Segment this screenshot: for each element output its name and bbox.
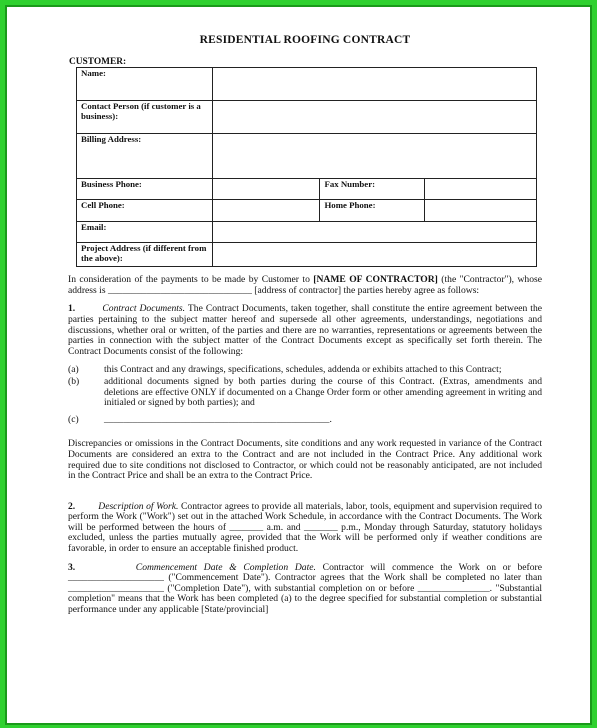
home-phone-field[interactable] <box>425 200 537 222</box>
contractor-name-placeholder: [NAME OF CONTRACTOR] <box>313 274 438 286</box>
business-phone-label: Business Phone: <box>77 179 213 200</box>
discrepancies-paragraph: Discrepancies or omissions in the Contract Documents, site conditions and any work requested in variance of the Contract Documents are considered an extra to the Contract and are not included in the Contract Price. Any additional work required due to site conditions not disclosed to Contractor, or which could not be reasonably anticipated, are not included in the Contract Price and shall be an extra to the Contract Price. <box>68 438 542 482</box>
section-2 <box>68 502 542 555</box>
fax-number-label: Fax Number: <box>320 179 425 200</box>
billing-address-field[interactable] <box>212 134 536 179</box>
list-item-text: _______________________________________________. <box>104 413 332 425</box>
section-2-title: Description of Work. <box>98 500 179 512</box>
customer-form-table <box>76 67 537 267</box>
section-3 <box>68 563 542 616</box>
name-field[interactable] <box>212 68 536 101</box>
name-label: Name: <box>77 68 213 101</box>
list-item-key: (c) <box>68 413 79 425</box>
section-1 <box>68 304 542 357</box>
contact-person-label: Contact Person (if customer is a business): <box>77 101 213 134</box>
business-phone-field[interactable] <box>212 179 320 200</box>
section-3-number: 3. <box>68 561 76 573</box>
list-item-text: additional documents signed by both parties during the course of this Contract. (Extras, amendments and deletions are effective ONLY if documented on a Change Order form or other amending agreement in writing and initialed or signed by both parties); and <box>104 375 542 409</box>
email-field[interactable] <box>212 222 536 243</box>
customer-label: CUSTOMER: <box>69 56 127 67</box>
project-address-label: Project Address (if different from the above): <box>77 243 213 267</box>
project-address-field[interactable] <box>212 243 536 267</box>
list-item-text: this Contract and any drawings, specifications, schedules, addenda or exhibits attached to this Contract; <box>104 364 502 376</box>
fax-number-field[interactable] <box>425 179 537 200</box>
document-frame <box>5 5 592 725</box>
section-2-text: Contractor agrees to provide all materials, labor, tools, equipment and supervision required to perform the Work ("Work") set out in the attached Work Schedule, in accordance with the Contract Documents. The Work will be performed between the hours of _______ a.m. and _______ p.m., Monday through Saturday, statutory holidays excluded, unless the parties mutually agree, provided that the Work will be performed only if weather conditions are favorable, in order to ensure an acceptable finished product. <box>68 500 542 555</box>
section-2-number: 2. <box>68 500 76 512</box>
email-label: Email: <box>77 222 213 243</box>
section-1-text: The Contract Documents, taken together, shall constitute the entire agreement between the parties pertaining to the subject matter hereof and supersede all other agreements, understandings, negotiations and discussions, whether oral or written, of the parties and there are no warranties, representations or agreements between the parties in connection with the subject matter of the Contract Documents except as specifically set forth therein. The Contract Documents consist of the following: <box>68 303 542 357</box>
document-title: RESIDENTIAL ROOFING CONTRACT <box>199 34 411 46</box>
cell-phone-label: Cell Phone: <box>77 200 213 222</box>
section-1-number: 1. <box>68 303 76 315</box>
home-phone-label: Home Phone: <box>320 200 425 222</box>
list-item-key: (b) <box>68 375 80 387</box>
billing-address-label: Billing Address: <box>77 134 213 179</box>
intro-paragraph <box>68 275 542 296</box>
section-3-text: Contractor will commence the Work on or before ____________________ ("Commencement Date"). Contractor agrees that the Work shall be completed no later than ____________________ ("Completion Date"), with substantial completion on or before _______________. "Substantial completion" means that the Work has been completed (a) to the degree specified for substantial completion or substantial performance under any applicable [State/provincial] <box>68 561 543 616</box>
list-item <box>68 377 542 409</box>
section-1-title: Contract Documents. <box>102 303 186 315</box>
list-item-key: (a) <box>68 364 79 376</box>
list-item <box>68 365 542 376</box>
section-3-title: Commencement Date & Completion Date. <box>135 561 316 573</box>
intro-text-b: (the "Contractor"), whose address is ______________________________ [address of contractor] the parties hereby agree as follows: <box>68 274 542 296</box>
document-page <box>68 35 542 616</box>
intro-text-a: In consideration of the payments to be made by Customer to <box>68 274 314 286</box>
cell-phone-field[interactable] <box>212 200 320 222</box>
contact-person-field[interactable] <box>212 101 536 134</box>
list-item <box>68 415 542 426</box>
